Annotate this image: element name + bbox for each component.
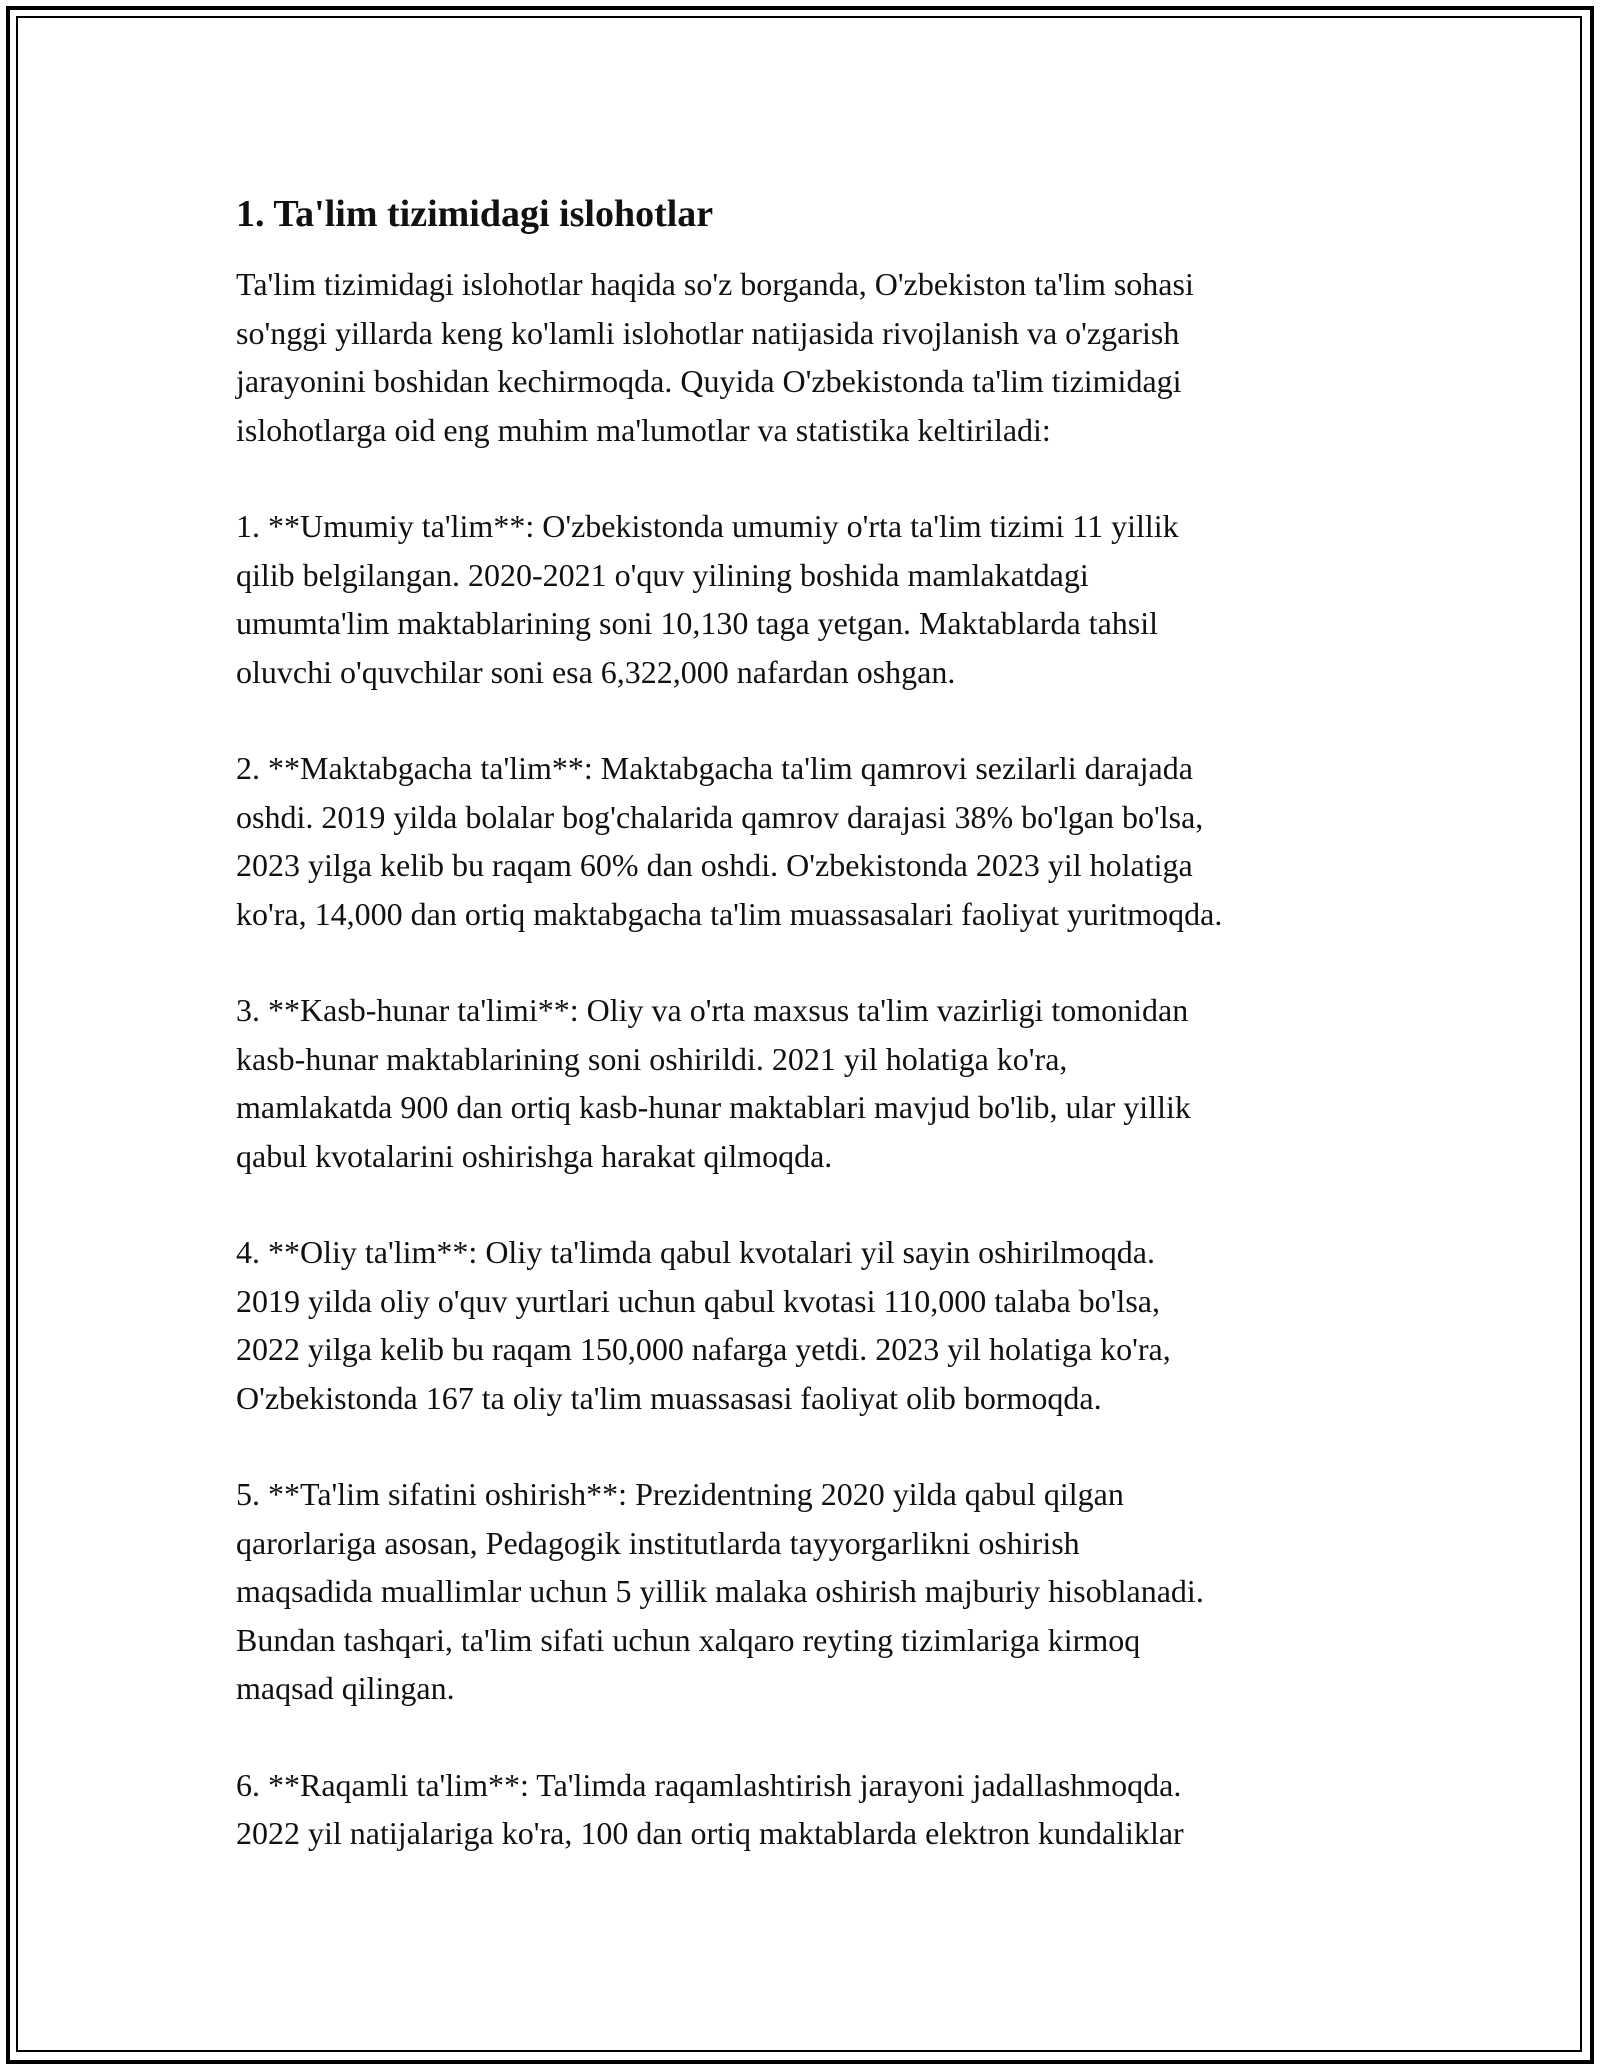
document-body <box>236 188 1376 1858</box>
list-item-digital-education: 6. **Raqamli ta'lim**: Ta'limda raqamlashtirish jarayoni jadallashmoqda. 2022 yil natijalariga ko'ra, 100 dan ortiq maktablarda elektron kundaliklar <box>236 1766 1184 1851</box>
list-item-general-education: 1. **Umumiy ta'lim**: O'zbekistonda umumiy o'rta ta'lim tizimi 11 yillik qilib belgilangan. 2020-2021 o'quv yilining boshida mamlakatdagi umumta'lim maktablarining soni 10,130 taga yetgan. Maktablarda tahsil oluvchi o'quvchilar soni esa 6,322,000 nafardan oshgan. <box>236 508 1179 690</box>
list-item-preschool-education: 2. **Maktabgacha ta'lim**: Maktabgacha ta'lim qamrovi sezilarli darajada oshdi. 2019 yilda bolalar bog'chalarida qamrov darajasi 38% bo'lgan bo'lsa, 2023 yilga kelib bu raqam 60% dan oshdi. O'zbekistonda 2023 yil holatiga ko'ra, 14,000 dan ortiq maktabgacha ta'lim muassasalari faoliyat yuritmoqda. <box>236 750 1223 932</box>
section-heading: 1. Ta'lim tizimidagi islohotlar <box>236 193 714 235</box>
list-item-higher-education: 4. **Oliy ta'lim**: Oliy ta'limda qabul kvotalari yil sayin oshirilmoqda. 2019 yilda oliy o'quv yurtlari uchun qabul kvotasi 110,000 talaba bo'lsa, 2022 yilga kelib bu raqam 150,000 nafarga yetdi. 2023 yil holatiga ko'ra, O'zbekistonda 167 ta oliy ta'lim muassasasi faoliyat olib bormoqda. <box>236 1234 1171 1416</box>
list-item-vocational-education: 3. **Kasb-hunar ta'limi**: Oliy va o'rta maxsus ta'lim vazirligi tomonidan kasb-hunar maktablarining soni oshirildi. 2021 yil holatiga ko'ra, mamlakatda 900 dan ortiq kasb-hunar maktablari mavjud bo'lib, ular yillik qabul kvotalarini oshirishga harakat qilmoqda. <box>236 992 1191 1174</box>
intro-paragraph: Ta'lim tizimidagi islohotlar haqida so'z borganda, O'zbekiston ta'lim sohasi so'nggi yillarda keng ko'lamli islohotlar natijasida rivojlanish va o'zgarish jarayonini boshidan kechirmoqda. Quyida O'zbekistonda ta'lim tizimidagi islohotlarga oid eng muhim ma'lumotlar va statistika keltiriladi: <box>236 266 1194 448</box>
list-item-education-quality: 5. **Ta'lim sifatini oshirish**: Prezidentning 2020 yilda qabul qilgan qarorlariga asosan, Pedagogik institutlarda tayyorgarlikni oshirish maqsadida muallimlar uchun 5 yillik malaka oshirish majburiy hisoblanadi. Bundan tashqari, ta'lim sifati uchun xalqaro reyting tizimlariga kirmoq maqsad qilingan. <box>236 1476 1204 1706</box>
